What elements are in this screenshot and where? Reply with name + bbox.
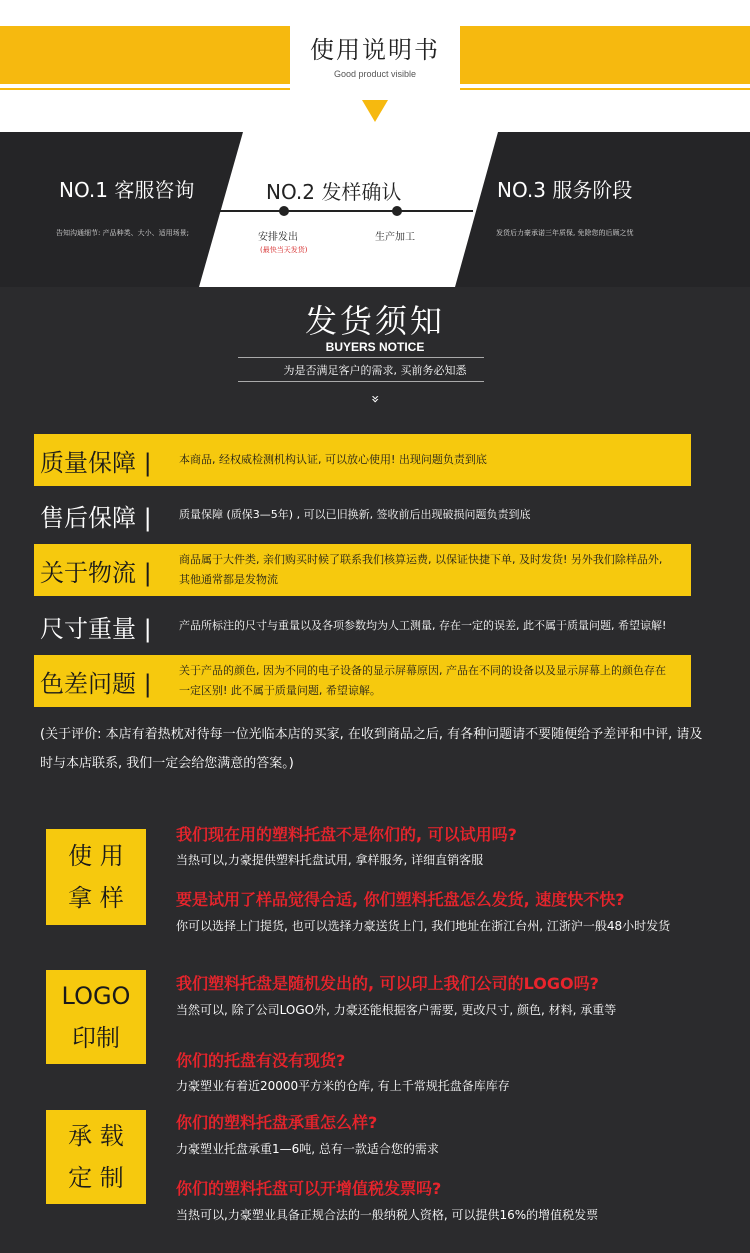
notice-divider-bottom — [238, 381, 484, 382]
policy-after-sales — [34, 489, 691, 541]
faq-question: 我们现在用的塑料托盘不是你们的, 可以试用吗? — [176, 825, 517, 844]
faq-answer: 力豪塑业有着近20000平方米的仓库, 有上千常规托盘备库库存 — [176, 1079, 510, 1093]
policy-text: 质量保障 (质保3—5年) , 可以已旧换新, 签收前后出现破损问题负责到底 — [179, 508, 531, 521]
timeline-dot-1 — [279, 206, 289, 216]
header-line-right — [460, 88, 750, 90]
faq-question: 你们的托盘有没有现货? — [176, 1051, 346, 1070]
faq-question: 你们的塑料托盘可以开增值税发票吗? — [176, 1179, 442, 1198]
notice-divider-top — [238, 357, 484, 358]
faq-question: 我们塑料托盘是随机发出的, 可以印上我们公司的LOGO吗? — [176, 974, 599, 993]
step-1-desc: 告知沟通细节: 产品种类、大小、适用场景; — [56, 229, 189, 237]
step-2-sub-right: 生产加工 — [375, 232, 415, 243]
badge-line-2: 拿 样 — [68, 884, 124, 912]
double-chevron-down-icon: » — [367, 394, 383, 404]
badge-load — [46, 1110, 146, 1204]
timeline-dot-2 — [392, 206, 402, 216]
badge-line-1: 承 载 — [68, 1122, 124, 1150]
policy-title: 质量保障 | — [40, 448, 152, 477]
page-title: 使用说明书 — [310, 36, 440, 64]
review-note: (关于评价: 本店有着热枕对待每一位光临本店的买家, 在收到商品之后, 有各种问题请不要随便给予差评和中评, 请及时与本店联系, 我们一定会给您满意的答案。) — [40, 727, 703, 771]
faq-answer: 当然可以, 除了公司LOGO外, 力豪还能根据客户需要, 更改尺寸, 颜色, 材料, 承重等 — [176, 1003, 617, 1017]
policy-quality — [34, 434, 691, 486]
step-2-title: NO.2 发样确认 — [266, 180, 402, 204]
badge-line-2: 定 制 — [68, 1164, 124, 1192]
badge-logo — [46, 970, 146, 1064]
policy-text: 商品属于大件类, 亲们购买时候了联系我们核算运费, 以保证快捷下单, 及时发货! 另外我们除样品外, 其他通常都是发物流 — [179, 553, 663, 586]
badge-sample — [46, 829, 146, 925]
badge-line-1: LOGO — [61, 982, 131, 1010]
policy-text: 本商品, 经权威检测机构认证, 可以放心使用! 出现问题负责到底 — [179, 453, 487, 466]
header-line-left — [0, 88, 290, 90]
step-3-title: NO.3 服务阶段 — [497, 178, 633, 202]
policy-title: 售后保障 | — [40, 503, 152, 532]
policy-title: 尺寸重量 | — [40, 614, 152, 643]
policy-text: 关于产品的颜色, 因为不同的电子设备的显示屏幕原因, 产品在不同的设备以及显示屏幕上的颜色存在一定区别! 此不属于质量问题, 希望谅解。 — [179, 664, 666, 697]
notice-title: 发货须知 — [304, 302, 445, 340]
policy-title: 色差问题 | — [40, 669, 152, 698]
step-2-panel — [199, 132, 498, 287]
policy-text: 产品所标注的尺寸与重量以及各项参数均为人工测量, 存在一定的误差, 此不属于质量问题, 希望谅解! — [179, 619, 667, 632]
faq-answer: 力豪塑业托盘承重1—6吨, 总有一款适合您的需求 — [176, 1142, 439, 1156]
notice-note: 为是否满足客户的需求, 买前务必知悉 — [283, 364, 467, 377]
step-2-sub-left: 安排发出 — [258, 232, 298, 243]
notice-subtitle-en: BUYERS NOTICE — [325, 340, 425, 354]
policy-title: 关于物流 | — [40, 558, 152, 587]
badge-line-1: 使 用 — [68, 842, 124, 870]
step-2-sub-left-note: (最快当天发货) — [260, 246, 308, 254]
faq-question: 要是试用了样品觉得合适, 你们塑料托盘怎么发货, 速度快不快? — [176, 890, 625, 909]
faq-answer: 你可以选择上门提货, 也可以选择力豪送货上门, 我们地址在浙江台州, 江浙沪一般48小时发货 — [176, 919, 671, 933]
faq-question: 你们的塑料托盘承重怎么样? — [176, 1113, 378, 1132]
policy-logistics — [34, 544, 691, 596]
badge-line-2: 印制 — [72, 1024, 120, 1052]
policy-color-diff — [34, 655, 691, 707]
step-1-title: NO.1 客服咨询 — [59, 178, 195, 202]
page-subtitle: Good product visible — [333, 69, 417, 79]
faq-answer: 当热可以,力豪塑业具备正规合法的一般纳税人资格, 可以提供16%的增值税发票 — [176, 1208, 599, 1222]
step-3-desc: 发货后力豪承诺三年质保, 免除您的后顾之忧 — [496, 229, 634, 237]
policy-size-weight — [34, 600, 691, 652]
faq-answer: 当热可以,力豪提供塑料托盘试用, 拿样服务, 详细直销客服 — [176, 853, 484, 867]
